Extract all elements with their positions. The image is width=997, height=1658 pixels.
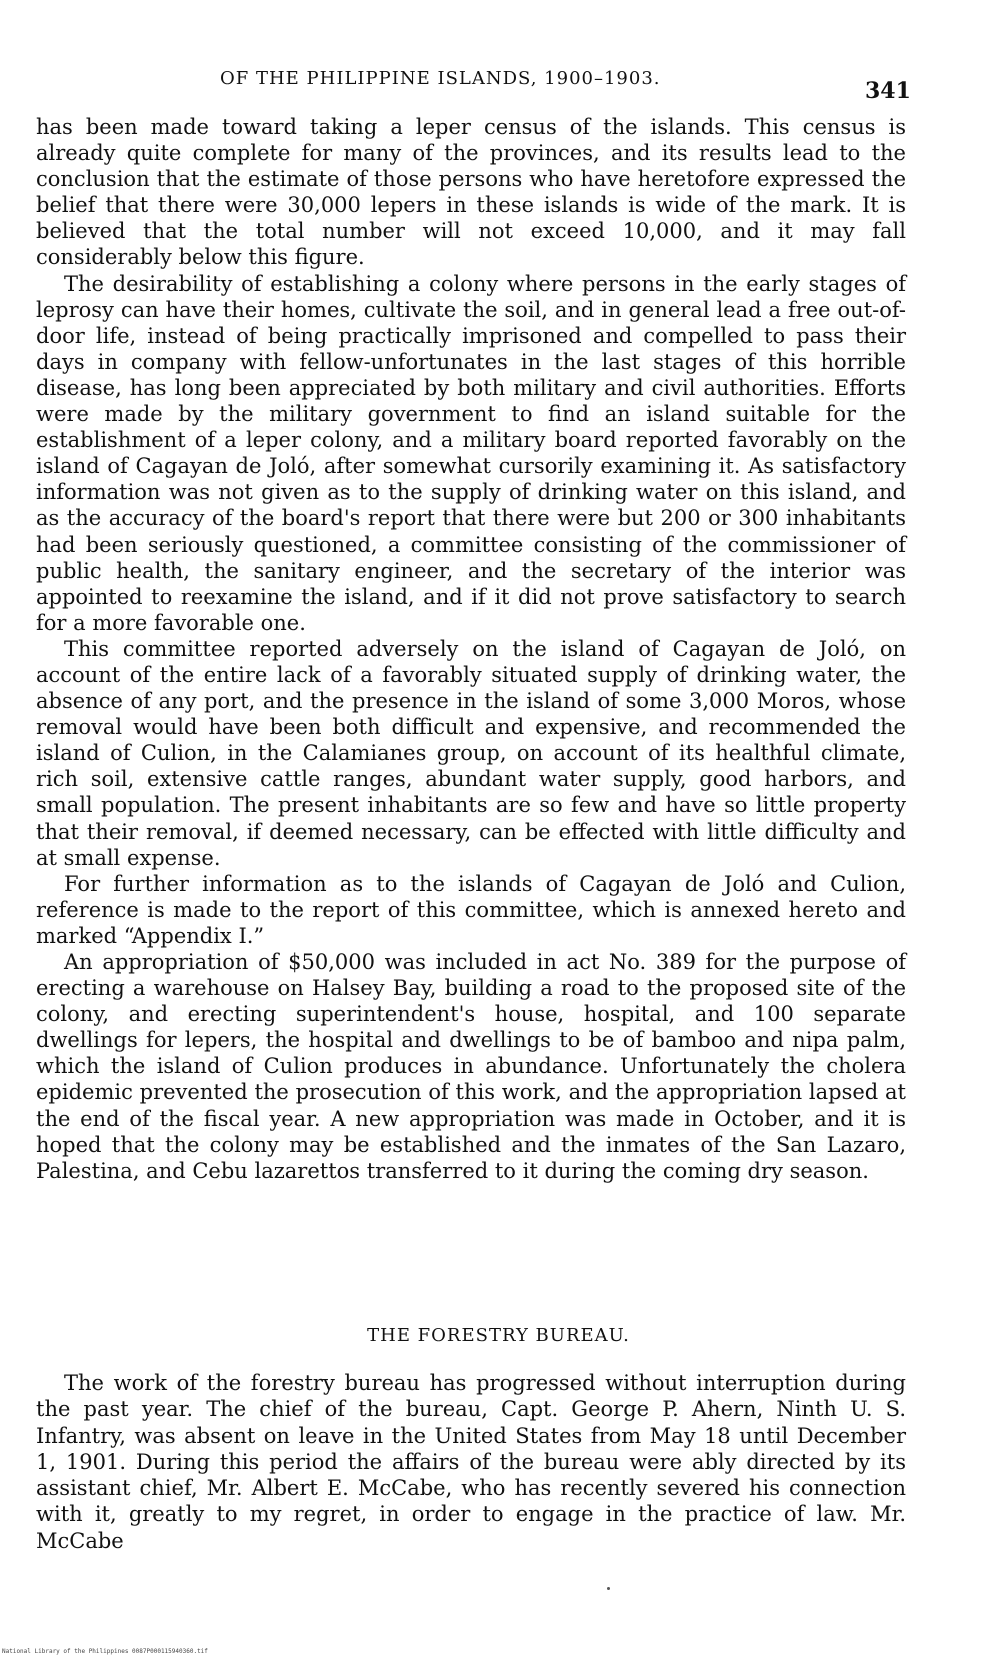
section-heading: THE FORESTRY BUREAU. — [367, 1325, 630, 1346]
main-body-text — [36, 114, 906, 1184]
scan-speck — [607, 1587, 610, 1590]
paragraph-further-information: For further information as to the islands of Cagayan de Joló and Culion, reference is made to the report of this committee, which is annexed hereto and marked “Appendix I.” — [36, 871, 906, 948]
paragraph-leper-colony: The desirability of establishing a colony where persons in the early stages of leprosy can have their homes, cultivate the soil, and in general lead a free out-of-door life, instead of being practically imprisoned and compelled to pass their days in company with fellow-unfortunates in the last stages of this horrible disease, has long been appreciated by both military and civil authorities. Efforts were made by the military government to find an island suitable for the establishment of a leper colony, and a military board reported favorably on the island of Cagayan de Joló, after somewhat cursorily examining it. As satisfactory information was not given as to the supply of drinking water on this island, and as the accuracy of the board's report that there were but 200 or 300 inhabitants had been seriously questioned, a committee consisting of the commissioner of public health, the sanitary engineer, and the secretary of the interior was appointed to reexamine the island, and if it did not prove satisfactory to search for a more favorable one. — [36, 271, 906, 635]
paragraph-committee-report: This committee reported adversely on the island of Cagayan de Joló, on account of the entire lack of a favorably situated supply of drinking water, the absence of any port, and the presence in the island of some 3,000 Moros, whose removal would have been both difficult and expensive, and recommended the island of Culion, in the Calamianes group, on account of its healthful climate, rich soil, extensive cattle ranges, abundant water supply, good harbors, and small population. The present inhabitants are so few and have so little property that their removal, if deemed necessary, can be effected with little difficulty and at small expense. — [36, 636, 906, 870]
paragraph-forestry-bureau: The work of the forestry bureau has progressed without interruption during the past year. The chief of the bureau, Capt. George P. Ahern, Ninth U. S. Infantry, was absent on leave in the United States from May 18 until December 1, 1901. During this period the affairs of the bureau were ably directed by its assistant chief, Mr. Albert E. McCabe, who has recently severed his connection with it, greatly to my regret, in order to engage in the practice of law. Mr. McCabe — [36, 1371, 906, 1553]
paragraph-continued: has been made toward taking a leper census of the islands. This census is already quite complete for many of the provinces, and its results lead to the conclusion that the estimate of those persons who have heretofore expressed the belief that there were 30,000 lepers in these islands is wide of the mark. It is believed that the total number will not exceed 10,000, and it may fall considerably below this figure. — [36, 115, 906, 270]
paragraph-appropriation: An appropriation of $50,000 was included in act No. 389 for the purpose of erecting a warehouse on Halsey Bay, building a road to the proposed site of the colony, and erecting superintendent's house, hospital, and 100 separate dwellings for lepers, the hospital and dwellings to be of bamboo and nipa palm, which the island of Culion produces in abundance. Unfortunately the cholera epidemic prevented the prosecution of this work, and the appropriation lapsed at the end of the fiscal year. A new appropriation was made in October, and it is hoped that the colony may be established and the inmates of the San Lazaro, Palestina, and Cebu lazarettos transferred to it during the coming dry season. — [36, 950, 906, 1183]
running-title: OF THE PHILIPPINE ISLANDS, 1900–1903. — [220, 68, 661, 89]
page-number: 341 — [865, 78, 911, 104]
scan-footer-label: National Library of the Philippines 0087P000115940360.tif — [2, 1648, 208, 1655]
section-body-text — [36, 1370, 906, 1554]
